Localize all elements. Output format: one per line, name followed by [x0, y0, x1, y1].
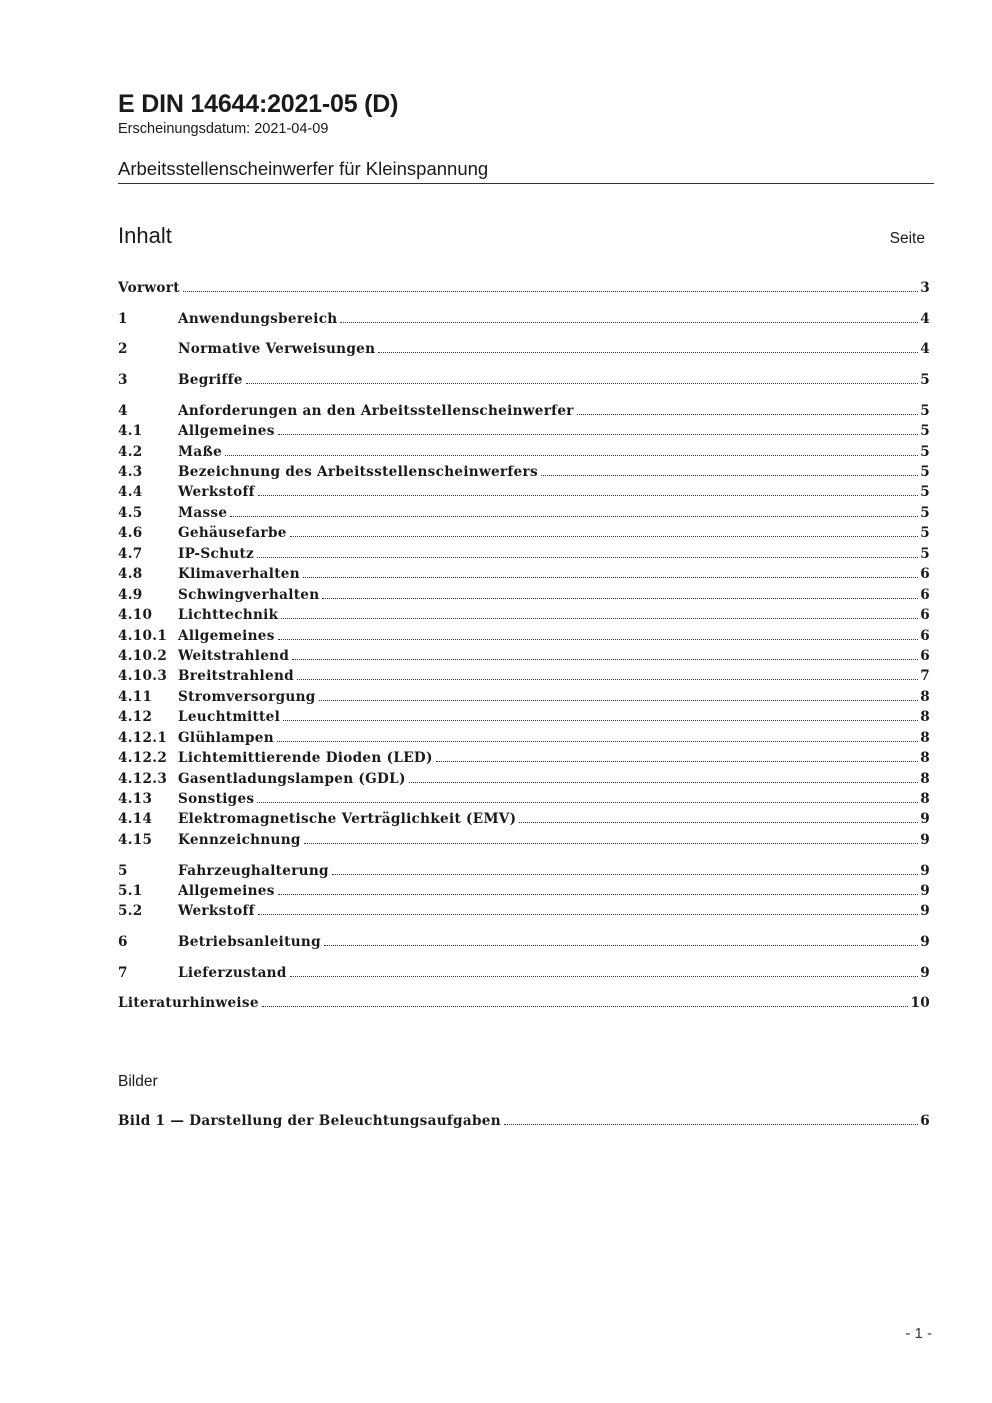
toc-entry[interactable]	[118, 462, 930, 482]
toc-entry[interactable]	[118, 605, 930, 625]
toc-entry-number: 4.6	[118, 525, 143, 542]
toc-entry-title: Lieferzustand	[178, 964, 287, 981]
dot-leader	[258, 495, 918, 496]
figure-entry-page: 6	[920, 1113, 930, 1130]
document-title: Arbeitsstellenscheinwerfer für Kleinspannung	[118, 158, 489, 179]
dot-leader	[436, 761, 919, 762]
toc-entry-title: Literaturhinweise	[118, 995, 259, 1012]
toc-entry-title: Leuchtmittel	[178, 709, 281, 726]
toc-entry-page: 4	[920, 341, 930, 358]
toc-entry-number: 4.12	[118, 709, 153, 726]
list-of-figures	[118, 1111, 930, 1131]
toc-entry-page: 5	[920, 372, 930, 389]
toc-entry-page: 5	[920, 484, 930, 501]
page-number: - 1 -	[905, 1325, 932, 1342]
dot-leader	[409, 782, 919, 783]
dot-leader	[257, 557, 918, 558]
toc-entry-title: Normative Verweisungen	[178, 341, 376, 358]
dot-leader	[290, 536, 919, 537]
toc-entry[interactable]	[118, 707, 930, 727]
toc-entry[interactable]	[118, 421, 930, 441]
toc-entry-number: 4.13	[118, 791, 153, 808]
dot-leader	[541, 475, 918, 476]
toc-entry-title: Klimaverhalten	[178, 566, 300, 583]
toc-entry-page: 9	[920, 903, 930, 920]
dot-leader	[277, 741, 918, 742]
toc-entry-title: Lichttechnik	[178, 607, 279, 624]
toc-entry[interactable]	[118, 309, 930, 329]
toc-entry[interactable]	[118, 728, 930, 748]
toc-entry-title: Lichtemittierende Dioden (LED)	[178, 750, 433, 767]
dot-leader	[519, 822, 918, 823]
toc-entry-title: Betriebsanleitung	[178, 934, 321, 951]
table-of-contents	[118, 278, 930, 1014]
toc-entry-literaturhinweise[interactable]	[118, 993, 930, 1013]
dot-leader	[183, 291, 918, 292]
toc-entry[interactable]	[118, 687, 930, 707]
toc-entry-page: 6	[920, 647, 930, 664]
toc-entry-page: 5	[920, 545, 930, 562]
toc-entry[interactable]	[118, 932, 930, 952]
toc-entry-page: 9	[920, 882, 930, 899]
toc-entry[interactable]	[118, 370, 930, 390]
toc-entry[interactable]	[118, 646, 930, 666]
dot-leader	[230, 516, 918, 517]
toc-entry-number: 4.10.3	[118, 668, 168, 685]
dot-leader	[577, 414, 919, 415]
toc-entry-number: 4.10	[118, 607, 153, 624]
toc-entry-page: 8	[920, 688, 930, 705]
figure-entry-title: Bild 1 — Darstellung der Beleuchtungsaufgaben	[118, 1113, 501, 1130]
dot-leader	[283, 720, 918, 721]
toc-entry[interactable]	[118, 401, 930, 421]
toc-entry-number: 7	[118, 964, 128, 981]
toc-entry-page: 9	[920, 831, 930, 848]
toc-entry[interactable]	[118, 809, 930, 829]
dot-leader	[303, 577, 918, 578]
toc-entry-number: 5.2	[118, 903, 143, 920]
dot-leader	[504, 1124, 918, 1125]
toc-entry-page: 5	[920, 525, 930, 542]
toc-entry[interactable]	[118, 789, 930, 809]
toc-entry-page: 8	[920, 791, 930, 808]
toc-entry-page: 9	[920, 811, 930, 828]
toc-entry-number: 4.1	[118, 423, 143, 440]
toc-entry-page: 7	[920, 668, 930, 685]
toc-entry[interactable]	[118, 962, 930, 982]
toc-entry-title: Maße	[178, 443, 223, 460]
toc-entry-number: 4.3	[118, 464, 143, 481]
toc-entry-number: 1	[118, 310, 128, 327]
toc-entry-number: 4.11	[118, 688, 153, 705]
dot-leader	[324, 945, 918, 946]
toc-entry-number: 4.14	[118, 811, 153, 828]
toc-entry-title: Allgemeines	[178, 423, 275, 440]
toc-entry-title: Sonstiges	[178, 791, 255, 808]
toc-entry-title: Werkstoff	[178, 484, 255, 501]
toc-entry-page: 8	[920, 750, 930, 767]
toc-entry-title: Allgemeines	[178, 882, 275, 899]
dot-leader	[225, 455, 918, 456]
dot-leader	[322, 598, 918, 599]
dot-leader	[304, 843, 919, 844]
dot-leader	[258, 914, 918, 915]
figures-heading: Bilder	[118, 1073, 158, 1090]
toc-entry[interactable]	[118, 860, 930, 880]
toc-entry-page: 9	[920, 934, 930, 951]
toc-entry-number: 4.4	[118, 484, 143, 501]
toc-entry[interactable]	[118, 339, 930, 359]
toc-entry-page: 5	[920, 464, 930, 481]
dot-leader	[292, 659, 918, 660]
toc-entry-number: 4.12.2	[118, 750, 168, 767]
toc-entry-page: 6	[920, 566, 930, 583]
toc-entry-number: 4.9	[118, 586, 143, 603]
toc-entry-page: 6	[920, 607, 930, 624]
dot-leader	[378, 352, 918, 353]
toc-entry-number: 2	[118, 341, 128, 358]
toc-entry-title: Werkstoff	[178, 903, 255, 920]
dot-leader	[262, 1006, 909, 1007]
toc-entry-title: Anforderungen an den Arbeitsstellenscheinwerfer	[178, 402, 574, 419]
dot-leader	[290, 976, 919, 977]
toc-entry[interactable]	[118, 564, 930, 584]
toc-entry[interactable]	[118, 748, 930, 768]
dot-leader	[319, 700, 919, 701]
dot-leader	[340, 322, 918, 323]
toc-entry-page: 6	[920, 627, 930, 644]
toc-entry[interactable]	[118, 441, 930, 461]
toc-entry-page: 9	[920, 964, 930, 981]
toc-entry-title: Bezeichnung des Arbeitsstellenscheinwerfers	[178, 464, 538, 481]
toc-entry-number: 4.10.1	[118, 627, 168, 644]
toc-entry-title: Stromversorgung	[178, 688, 316, 705]
toc-entry-number: 4	[118, 402, 128, 419]
toc-entry-title: IP-Schutz	[178, 545, 255, 562]
toc-entry-title: Glühlampen	[178, 729, 274, 746]
toc-entry-title: Elektromagnetische Verträglichkeit (EMV)	[178, 811, 517, 828]
toc-entry-title: Kennzeichnung	[178, 831, 301, 848]
dot-leader	[246, 383, 919, 384]
dot-leader	[278, 639, 919, 640]
toc-entry-number: 5	[118, 862, 128, 879]
toc-entry-number: 4.15	[118, 831, 153, 848]
toc-entry[interactable]	[118, 830, 930, 850]
toc-entry[interactable]	[118, 482, 930, 502]
toc-entry-title: Vorwort	[118, 280, 180, 297]
dot-leader	[257, 802, 918, 803]
toc-entry-page: 4	[920, 310, 930, 327]
toc-entry-number: 4.8	[118, 566, 143, 583]
dot-leader	[278, 894, 919, 895]
toc-entry-title: Anwendungsbereich	[178, 310, 338, 327]
toc-entry-title: Masse	[178, 504, 228, 521]
dot-leader	[332, 874, 918, 875]
toc-entry[interactable]	[118, 523, 930, 543]
title-rule	[118, 183, 934, 184]
toc-entry-title: Breitstrahlend	[178, 668, 294, 685]
toc-entry-page: 6	[920, 586, 930, 603]
toc-entry[interactable]	[118, 544, 930, 564]
toc-entry-title: Allgemeines	[178, 627, 275, 644]
toc-entry-page: 8	[920, 770, 930, 787]
toc-entry-title: Schwingverhalten	[178, 586, 320, 603]
toc-entry-number: 6	[118, 934, 128, 951]
toc-entry-number: 4.12.1	[118, 729, 168, 746]
toc-entry-number: 4.12.3	[118, 770, 168, 787]
toc-entry[interactable]	[118, 768, 930, 788]
toc-entry-page: 5	[920, 423, 930, 440]
figure-entry[interactable]	[118, 1111, 930, 1131]
dot-leader	[297, 679, 918, 680]
toc-entry[interactable]	[118, 584, 930, 604]
toc-entry-page: 5	[920, 443, 930, 460]
toc-entry-number: 5.1	[118, 882, 143, 899]
toc-heading: Inhalt	[118, 223, 172, 248]
toc-entry-title: Begriffe	[178, 372, 243, 389]
toc-entry-page: 5	[920, 402, 930, 419]
toc-entry-title: Gasentladungslampen (GDL)	[178, 770, 406, 787]
toc-entry[interactable]	[118, 503, 930, 523]
toc-entry-title: Fahrzeughalterung	[178, 862, 329, 879]
toc-entry-page: 8	[920, 709, 930, 726]
toc-entry-page: 8	[920, 729, 930, 746]
standard-id: E DIN 14644:2021-05 (D)	[118, 90, 399, 118]
toc-entry-number: 4.5	[118, 504, 143, 521]
toc-entry-title: Weitstrahlend	[178, 647, 290, 664]
dot-leader	[281, 618, 918, 619]
toc-entry[interactable]	[118, 881, 930, 901]
toc-page-column-label: Seite	[889, 230, 925, 247]
toc-entry-page: 5	[920, 504, 930, 521]
toc-entry-number: 4.2	[118, 443, 143, 460]
publication-date: Erscheinungsdatum: 2021-04-09	[118, 121, 329, 137]
toc-entry[interactable]	[118, 666, 930, 686]
toc-entry-number: 4.7	[118, 545, 143, 562]
toc-entry-page: 3	[920, 280, 930, 297]
toc-entry[interactable]	[118, 901, 930, 921]
toc-entry[interactable]	[118, 625, 930, 645]
dot-leader	[278, 434, 919, 435]
toc-entry-page: 9	[920, 862, 930, 879]
toc-entry-number: 3	[118, 372, 128, 389]
toc-entry-vorwort[interactable]	[118, 278, 930, 298]
toc-entry-page: 10	[910, 995, 930, 1012]
toc-entry-number: 4.10.2	[118, 647, 168, 664]
toc-entry-title: Gehäusefarbe	[178, 525, 287, 542]
